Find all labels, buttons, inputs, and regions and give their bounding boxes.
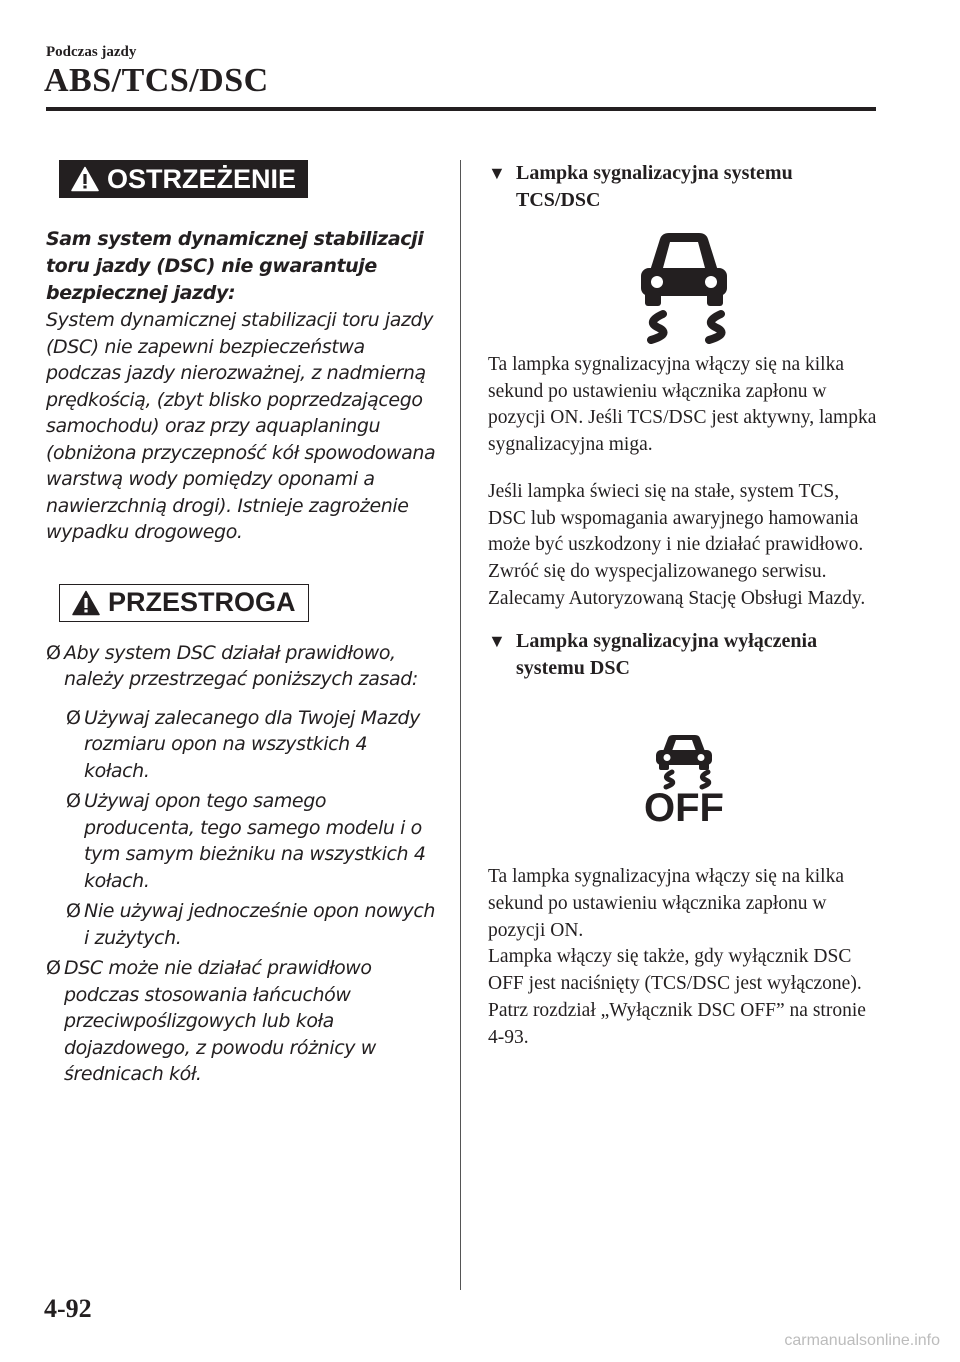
page-title: ABS/TCS/DSC	[44, 62, 269, 99]
page-number: 4-92	[44, 1294, 92, 1323]
header-rule	[46, 107, 876, 111]
warning-bold-text: Sam system dynamicznej stabilizacji toru jazdy (DSC) nie gwarantuje bezpiecznej jazdy:	[46, 228, 424, 304]
tcs-dsc-car-skid-icon	[629, 228, 739, 344]
caution-bullet-text: DSC może nie działać prawidłowo podczas stosowania łańcuchów przeciwpoślizgowych lub koła dojazdowego, z powodu różnicy w średnicach kół.	[64, 957, 376, 1085]
heading-triangle-icon: ▼	[488, 631, 506, 652]
warning-triangle-icon	[71, 166, 99, 192]
caution-bullet	[46, 955, 438, 1088]
dsc-off-icon-text: OFF	[644, 786, 724, 825]
dsc-off-heading-text: Lampka sygnalizacyjna wyłączenia systemu DSC	[516, 630, 818, 680]
caution-box	[59, 584, 309, 622]
tcs-paragraph: Ta lampka sygnalizacyjna włączy się na kilka sekund po ustawieniu włącznika zapłonu w pozycji ON. Jeśli TCS/DSC jest aktywny, lampka sygnalizacyjna miga.	[488, 354, 877, 456]
warning-label: OSTRZEŻENIE	[107, 163, 297, 194]
bullet-arrow-icon: Ø	[46, 641, 61, 664]
caution-sub-bullet-text: Używaj zalecanego dla Twojej Mazdy rozmiaru opon na wszystkich 4 kołach.	[84, 706, 420, 782]
dsc-off-car-skid-icon	[634, 732, 734, 824]
dsc-off-heading	[488, 628, 880, 682]
caution-bullet	[46, 640, 438, 693]
heading-triangle-icon: ▼	[488, 163, 506, 183]
caution-sub-bullet	[66, 705, 438, 785]
tcs-paragraph: Jeśli lampka świeci się na stałe, system TCS, DSC lub wspomagania awaryjnego hamowania może być uszkodzony i nie działać prawidłowo. Zwróć się do wyspecjalizowanego serwisu. Zalecamy Autoryzowaną Stację Obsługi Mazdy.	[488, 480, 866, 609]
caution-sub-bullet-text: Nie używaj jednocześnie opon nowych i zużytych.	[84, 900, 436, 949]
caution-sub-bullet	[66, 788, 438, 894]
warning-box	[59, 160, 308, 198]
left-column	[46, 160, 438, 1088]
dsc-off-paragraph: Lampka włączy się także, gdy wyłącznik DSC OFF jest naciśnięty (TCS/DSC jest wyłączone).	[488, 946, 862, 995]
caution-area	[46, 584, 438, 1088]
caution-sub-bullet	[66, 898, 438, 951]
warning-triangle-icon	[72, 590, 100, 616]
caution-bullet-text: Aby system DSC działał prawidłowo, należy przestrzegać poniższych zasad:	[64, 641, 418, 690]
tcs-heading	[488, 160, 880, 214]
column-divider	[460, 160, 461, 1290]
tcs-heading-text: Lampka sygnalizacyjna systemu TCS/DSC	[516, 162, 793, 211]
bullet-arrow-icon: Ø	[66, 900, 81, 922]
bullet-arrow-icon: Ø	[66, 706, 81, 729]
warning-text: System dynamicznej stabilizacji toru jazdy (DSC) nie zapewni bezpieczeństwa podczas jazdy nierozważnej, z nadmierną prędkością, (zbyt blisko poprzedzającego samochodu) oraz przy aquaplaningu (obniżona przyczepność kół spowodowana warstwą wody pomiędzy oponami a nawierzchnią drogi). Istnieje zagrożenie wypadku drogowego.	[46, 309, 436, 543]
caution-label: PRZESTROGA	[108, 587, 296, 617]
dsc-off-paragraph: Ta lampka sygnalizacyjna włączy się na kilka sekund po ustawieniu włącznika zapłonu w pozycji ON.	[488, 866, 844, 941]
tcs-icon-wrap	[488, 228, 880, 344]
dsc-off-cross-reference: Patrz rozdział „Wyłącznik DSC OFF” na stronie 4-93.	[488, 999, 866, 1048]
caution-sub-bullet-text: Używaj opon tego samego producenta, tego samego modelu i o tym samym bieżniku na wszystkich 4 kołach.	[84, 790, 426, 892]
bullet-arrow-icon: Ø	[46, 957, 61, 979]
header-section-label: Podczas jazdy	[46, 44, 137, 60]
bullet-arrow-icon: Ø	[66, 790, 81, 812]
watermark: carmanualsonline.info	[784, 1332, 940, 1349]
dsc-off-icon-wrap	[488, 732, 880, 824]
right-column	[488, 160, 880, 1051]
